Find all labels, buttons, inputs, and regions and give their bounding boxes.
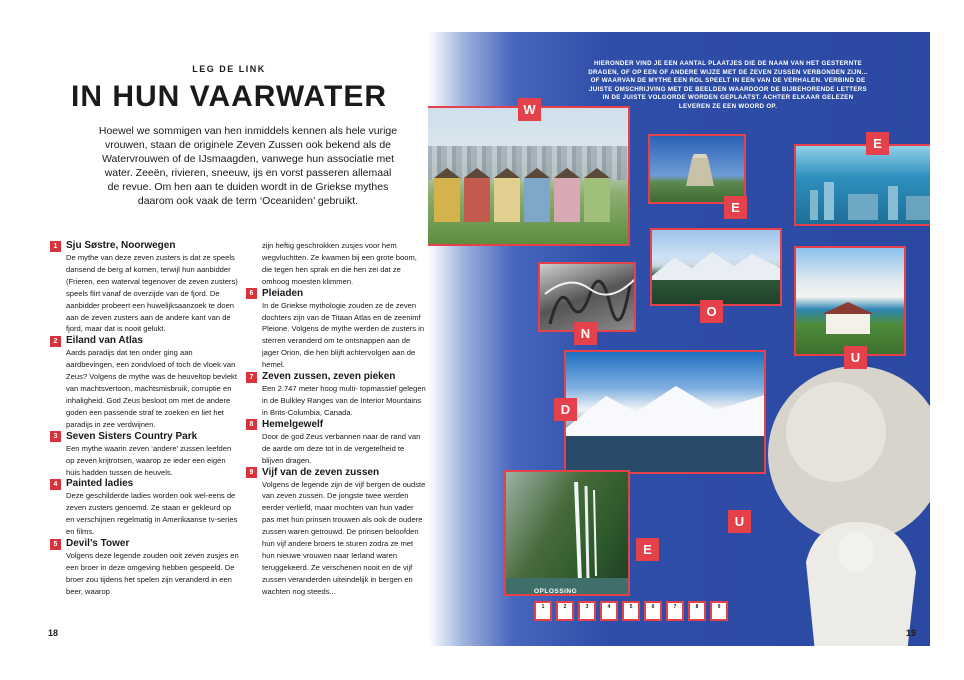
entry-title: Seven Sisters Country Park — [66, 430, 198, 442]
painted-ladies-photo — [428, 106, 630, 246]
letter-u-statue: U — [728, 510, 751, 533]
entry-number: 6 — [246, 288, 257, 299]
chalk-cliffs-photo — [794, 246, 906, 356]
entry-5 — [50, 538, 240, 598]
letter-e-devils-tower: E — [724, 196, 747, 219]
solution-box[interactable]: 2 — [556, 601, 574, 621]
puzzle-instructions: HIERONDER VIND JE EEN AANTAL PLAATJES DIE DE NAAM VAN HET GESTERNTE DRAGEN, OF OP EEN OF ANDERE WIJZE MET DE ZEVEN ZUSSEN VERBONDEN ZIJN... OF WAARVAN DE MYTHE EEN ROL SPEELT IN EEN VAN DE VERHALEN. VERBIND DE JUISTE OMSCHRIJVING MET DE BEELDEN WAARDOOR DE BIJBEHORENDE LETTERS IN DE JUISTE VOLGORDE WORDEN GEPLAATST. ACHTER ELKAAR GELEZEN LEVEREN ZE EEN WOORD OP. — [588, 60, 868, 110]
kicker: LEG DE LINK — [192, 64, 266, 74]
letter-d: D — [554, 398, 577, 421]
solution-box[interactable]: 5 — [622, 601, 640, 621]
entry-body: In de Griekse mythologie zouden ze de zeven dochters zijn van de Titaan Atlas en de zeenimf Pleione. Volgens de mythe werden de zusters in sterren veranderd om te ontsnappen aan de jager Orion, die hen blijft achtervolgen aan de hemel. — [262, 300, 425, 370]
entry-7 — [246, 371, 426, 419]
solution-box[interactable]: 9 — [710, 601, 728, 621]
entry-body: Volgens de legende zijn de vijf bergen de oudste van zeven zussen. De jongste twee werden eerder verliefd, maar mochten van hun vader pas met hun prinsen trouwen als ook de oudere zussen waren getrouwd. De prinsen beloofden hun vijf andere broers te sturen zodra ze met hun nieuwe vrouwen naar Ierland waren teruggekeerd. Ze verschenen nooit en de vijf zussen veranderden uiteindelijk in bergen en wachten nog steeds... — [262, 479, 426, 596]
entry-body: Door de god Zeus verbannen naar de rand van de aarde om deze tot in de vergetelheid te blijven dragen. — [262, 431, 421, 465]
solution-box[interactable]: 8 — [688, 601, 706, 621]
page-number-left: 18 — [48, 628, 59, 638]
letter-o: O — [700, 300, 723, 323]
entry-body: Volgens deze legende zouden ooit zeven zusjes en een broer in deze omgeving hebben gespeeld. De broer zou tijdens het spelen zijn veranderd in een beer, waarop — [66, 551, 239, 596]
entry-4 — [50, 478, 240, 538]
entry-number: 8 — [246, 419, 257, 430]
solution-box[interactable]: 4 — [600, 601, 618, 621]
entry-number: 7 — [246, 372, 257, 383]
entry-title: Eiland van Atlas — [66, 335, 143, 347]
entry-9 — [246, 467, 426, 598]
entry-body: De mythe van deze zeven zusters is dat ze speels dansend de berg af komen, terwijl hun aanbidder (Frieren, een waterval tegenover de zeven zusters) speels flirt vanaf de overzijde van de fjord. De aanbidder probeert een huwelijksaanzoek te doen aan de zeven zusters aan de andere kant van de fjord, maar dat is nooit gelukt. — [66, 253, 238, 334]
entry-body: Een mythe waarin zeven ‘andere’ zussen leefden op zeven krijtrotsen, waarop ze ieder een eigen huis hadden tussen de heuvels. — [66, 443, 232, 477]
entry-number: 9 — [246, 467, 257, 478]
entry-body: Een 2.747 meter hoog multi- topmassief gelegen in de Bulkley Ranges van de Interior Mountains in Brits-Columbia, Canada. — [262, 384, 426, 417]
entry-number: 2 — [50, 336, 61, 347]
entry-title: Painted ladies — [66, 478, 134, 490]
solution-box[interactable]: 6 — [644, 601, 662, 621]
entry-5-continuation: zijn heftig geschrokken zusjes voor hem wegvluchtten. Ze kwamen bij een grote boom, die tegen hen sprak en die hen zei dat ze omhoog moesten klimmen. — [262, 241, 417, 286]
right-page — [428, 32, 930, 646]
page-number-right: 19 — [905, 628, 916, 638]
atlas-statue-image — [746, 362, 930, 646]
waterfall-fjord-photo — [504, 470, 630, 596]
entry-title: Sju Søstre, Noorwegen — [66, 240, 176, 251]
entry-title: Devil’s Tower — [66, 538, 130, 550]
entry-title: Vijf van de zeven zussen — [262, 466, 380, 478]
entry-number: 1 — [50, 241, 61, 252]
solution-box[interactable]: 3 — [578, 601, 596, 621]
devils-tower-photo — [648, 134, 746, 204]
atlantis-photo — [794, 144, 930, 226]
letter-n: N — [574, 322, 597, 345]
letter-e-atlantis: E — [866, 132, 889, 155]
solution-boxes — [534, 601, 728, 621]
entry-number: 3 — [50, 431, 61, 442]
letter-u-cliffs: U — [844, 346, 867, 369]
snowy-mountains-photo — [564, 350, 766, 474]
entry-1 — [50, 240, 240, 335]
entry-body: Deze geschilderde ladies worden ook wel-eens de zeven zusters genoemd. Ze staan er gekleurd op en verschijnen regelmatig in Amerikaanse tv-series en films. — [66, 491, 238, 537]
letter-e-waterfall: E — [636, 538, 659, 561]
entry-number: 5 — [50, 539, 61, 550]
entry-title: Hemelgewelf — [262, 418, 324, 430]
entry-number: 4 — [50, 479, 61, 490]
entry-2 — [50, 335, 240, 430]
solution-box[interactable]: 7 — [666, 601, 684, 621]
entry-title: Zeven zussen, zeven pieken — [262, 371, 396, 383]
column-2 — [246, 240, 426, 598]
intro-paragraph: Hoewel we sommigen van hen inmiddels kennen als hele vurige vrouwen, staan de originele Zeven Zussen ook bekend als de Watervrouwen of de IJsmaagden, vanwege hun associatie met water. Zeeën, rivieren, sneeuw, ijs en vorst passeren allemaal de revue. Om hen aan te duiden wordt in de Griekse mythes daarom ook vaak de term ‘Oceaniden’ gebruikt. — [98, 125, 398, 207]
solution-label: OPLOSSING — [534, 588, 578, 595]
entry-6 — [246, 288, 426, 371]
letter-w: W — [518, 98, 541, 121]
column-1 — [50, 240, 240, 598]
solution-box[interactable]: 1 — [534, 601, 552, 621]
left-page — [30, 32, 428, 646]
entry-body: Aards paradijs dat ten onder ging aan aardbevingen, een zondvloed of toch de vloek van Zeus? Volgens de mythe was de heuveltop bevlekt van machtsvertoon, machtsmisbruik, corruptie en inhaligheid. God Zeus besloot om met de andere goden een passende straf te zoeken en liet het paradijs in zee verdwijnen. — [66, 348, 237, 429]
entry-8 — [246, 419, 426, 467]
page-title: IN HUN VAARWATER — [71, 80, 387, 113]
entry-3 — [50, 431, 240, 479]
mountain-peaks-photo — [650, 228, 782, 306]
entry-title: Pleiaden — [262, 287, 304, 299]
